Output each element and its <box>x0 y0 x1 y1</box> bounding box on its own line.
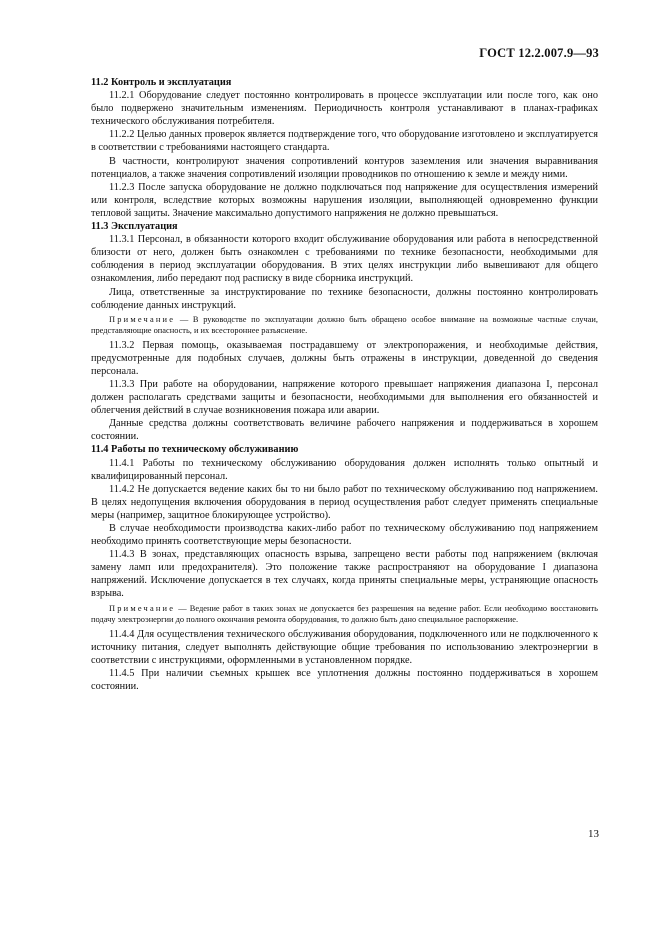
paragraph-11-3-3: 11.3.3 При работе на оборудовании, напряжение которого превышает напряжения диапазона I, персонал должен располагать средствами защиты и безопасности, необходимыми для выполнения его обязанностей и облегчения действий в случае возникновения пожара или аварии. <box>91 378 598 417</box>
note-11-4 <box>91 603 598 625</box>
paragraph-11-4-1: 11.4.1 Работы по техническому обслуживанию оборудования должен исполнять только опытный и квалифицированный персонал. <box>91 457 598 482</box>
section-title-11-3: 11.3 Эксплуатация <box>91 221 178 233</box>
paragraph-11-2-3: 11.2.3 После запуска оборудование не должно подключаться под напряжение для осуществления измерений или контроля, вследствие которых возможны нарушения изоляции, выполняющей одновременно функции тепловой защиты. Значение максимально допустимого напряжения не должно превышаться. <box>91 181 598 219</box>
paragraph-11-4-3: 11.4.3 В зонах, представляющих опасность взрыва, запрещено вести работы под напряжением (включая замену ламп или предохранителя). Это положение также распространяют на оборудование I диапазона напряжений. Исключение допускается в тех случаях, когда приняты специальные меры, устраняющие опасность взрыва. <box>91 549 598 600</box>
paragraph-11-2-2-cont: В частности, контролируют значения сопротивлений контуров заземления или значения выравнивания потенциалов, а также значения сопротивлений изоляции проводников по отношению к земле и между ними. <box>91 155 598 180</box>
note-text: — Ведение работ в таких зонах не допускается без разрешения на ведение работ. Если необходимо восстановить подачу электроэнергии до полного окончания ремонта оборудования, то должно быть дано специальное распоряжение. <box>91 603 598 624</box>
paragraph-11-2-1: 11.2.1 Оборудование следует постоянно контролировать в процессе эксплуатации или после того, как оно было подвержено значительным изменениям. Периодичность контроля устанавливают в планах-графиках технического обслуживания потребителя. <box>91 90 598 128</box>
note-text: — В руководстве по эксплуатации должно быть обращено особое внимание на возможные частные случаи, представляющие опасность, и их всестороннее разъяснение. <box>91 314 598 335</box>
paragraph-11-3-1: 11.3.1 Персонал, в обязанности которого входит обслуживание оборудования или работа в непосредственной близости от него, должен быть ознакомлен с требованиями по технике безопасности, необходимыми для соблюдения в период эксплуатации оборудования. В этих целях инструкции либо вывешивают для общего ознакомления, либо передают под расписку в виде сборника инструкций. <box>91 234 598 285</box>
paragraph-11-3-3-cont: Данные средства должны соответствовать величине рабочего напряжения и поддерживаться в хорошем состоянии. <box>91 418 598 443</box>
paragraph-11-4-2: 11.4.2 Не допускается ведение каких бы то ни было работ по техническому обслуживанию под напряжением. В целях недопущения включения оборудования в период осуществления работ следует применять специальные меры (например, защитное блокирующее устройство). <box>91 483 598 521</box>
paragraph-11-4-4: 11.4.4 Для осуществления технического обслуживания оборудования, подключенного или не подключенного к источнику питания, следует выполнять действующие общие требования по использованию электроэнергии в соответствии с инструкциями, оформленными в установленном порядке. <box>91 628 598 666</box>
paragraph-11-3-1-cont: Лица, ответственные за инструктирование по технике безопасности, должны постоянно контролировать соблюдение данных инструкций. <box>91 286 598 311</box>
note-11-3 <box>91 314 598 336</box>
document-code: ГОСТ 12.2.007.9—93 <box>479 46 599 60</box>
section-title-11-2: 11.2 Контроль и эксплуатация <box>91 77 232 88</box>
paragraph-11-4-5: 11.4.5 При наличии съемных крышек все уплотнения должны постоянно поддерживаться в хорошем состоянии. <box>91 667 598 692</box>
page-number: 13 <box>588 828 599 840</box>
document-body <box>91 76 598 693</box>
paragraph-11-4-2-cont: В случае необходимости производства каких-либо работ по техническому обслуживанию под напряжением необходимо принять соответствующие меры безопасности. <box>91 523 598 548</box>
paragraph-11-3-2: 11.3.2 Первая помощь, оказываемая пострадавшему от электропоражения, и необходимые действия, предусмотренные для подобных случаев, должны быть отражены в инструкции, доведенной до сведения персонала. <box>91 339 598 377</box>
paragraph-11-2-2: 11.2.2 Целью данных проверок является подтверждение того, что оборудование изготовлено и эксплуатируется в соответствии с требованиями настоящего стандарта. <box>91 129 598 154</box>
note-label: Примечание <box>109 603 176 613</box>
section-title-11-4: 11.4 Работы по техническому обслуживанию <box>91 444 299 456</box>
note-label: Примечание <box>109 314 176 324</box>
